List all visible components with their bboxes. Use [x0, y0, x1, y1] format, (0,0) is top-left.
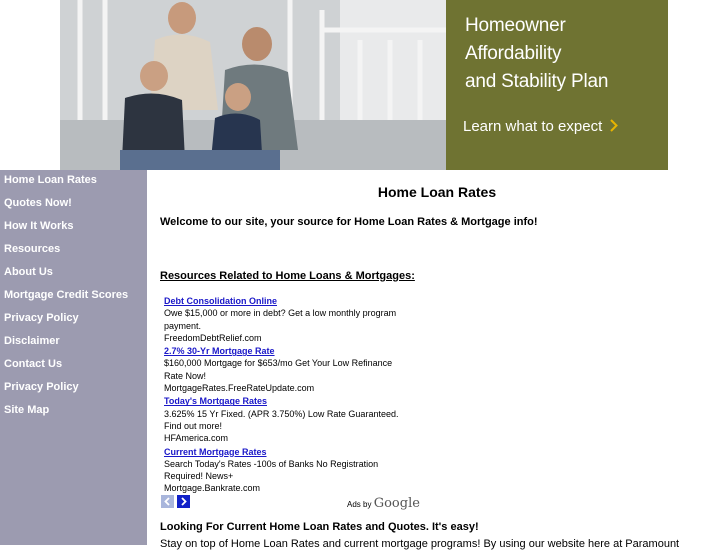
google-logo: Google — [373, 496, 420, 511]
chevron-right-icon — [177, 495, 190, 508]
ad-url: HFAmerica.com — [164, 433, 229, 444]
section-heading: Looking For Current Home Loan Rates and Quotes. It's easy! — [160, 521, 479, 533]
ad-description: 3.625% 15 Yr Fixed. (APR 3.750%) Low Rate Guaranteed. Find out more! — [164, 408, 399, 431]
nav-home-loan-rates[interactable]: Home Loan Rates — [4, 174, 97, 186]
learn-more-link[interactable] — [463, 118, 618, 135]
nav-about-us[interactable]: About Us — [4, 266, 53, 278]
ad-title-link[interactable]: Current Mortgage Rates — [164, 446, 267, 457]
nav-mortgage-credit-scores[interactable]: Mortgage Credit Scores — [4, 289, 129, 301]
ad-url: Mortgage.Bankrate.com — [164, 483, 261, 494]
sidebar-nav — [0, 170, 147, 545]
ads-by-google[interactable] — [347, 496, 420, 511]
resources-heading: Resources Related to Home Loans & Mortgages: — [160, 270, 415, 282]
ad-item — [164, 446, 404, 495]
ad-description: $160,000 Mortgage for $653/mo Get Your Low Refinance Rate Now! — [164, 358, 393, 381]
next-ads-button[interactable] — [177, 495, 190, 508]
ad-description: Owe $15,000 or more in debt? Get a low monthly program payment. — [164, 308, 397, 331]
family-photo — [60, 0, 446, 170]
learn-more-label: Learn what to expect — [463, 118, 603, 135]
promo-line-1: Homeowner — [465, 15, 566, 36]
ad-url: MortgageRates.FreeRateUpdate.com — [164, 383, 315, 394]
chevron-right-icon — [610, 119, 618, 132]
nav-contact-us[interactable]: Contact Us — [4, 358, 63, 370]
page-title: Home Loan Rates — [377, 184, 497, 200]
nav-how-it-works[interactable]: How It Works — [4, 220, 74, 232]
welcome-text: Welcome to our site, your source for Home Loan Rates & Mortgage info! — [160, 216, 538, 228]
ad-item — [164, 345, 404, 394]
family-photo-illustration — [60, 0, 446, 170]
prev-ads-button[interactable] — [161, 495, 174, 508]
promo-line-2: Affordability — [465, 43, 562, 64]
header-banner — [60, 0, 668, 170]
ad-title-link[interactable]: Today's Mortgage Rates — [164, 396, 267, 407]
nav-site-map[interactable]: Site Map — [4, 404, 50, 416]
nav-disclaimer[interactable]: Disclaimer — [4, 335, 60, 347]
promo-line-3: and Stability Plan — [465, 71, 609, 92]
main-content — [147, 170, 727, 550]
nav-privacy-policy[interactable]: Privacy Policy — [4, 312, 79, 324]
ad-url: FreedomDebtRelief.com — [164, 332, 262, 343]
body-paragraph: Stay on top of Home Loan Rates and current mortgage programs! By using our website here at Paramount — [160, 538, 680, 550]
ad-list — [164, 295, 404, 496]
ad-title-link[interactable]: Debt Consolidation Online — [164, 296, 277, 306]
ad-item — [164, 395, 404, 444]
ads-by-label: Ads by — [347, 500, 372, 509]
ad-description: Search Today's Rates -100s of Banks No Registration Required! News+ — [164, 458, 379, 482]
nav-quotes-now[interactable]: Quotes Now! — [4, 197, 72, 209]
ad-navigation — [161, 495, 420, 511]
chevron-left-icon — [161, 495, 174, 508]
nav-resources[interactable]: Resources — [4, 243, 61, 255]
nav-privacy-policy-2[interactable]: Privacy Policy — [4, 381, 79, 393]
ad-title-link[interactable]: 2.7% 30-Yr Mortgage Rate — [164, 346, 275, 357]
ad-item — [164, 295, 404, 344]
promo-panel[interactable] — [446, 0, 668, 170]
